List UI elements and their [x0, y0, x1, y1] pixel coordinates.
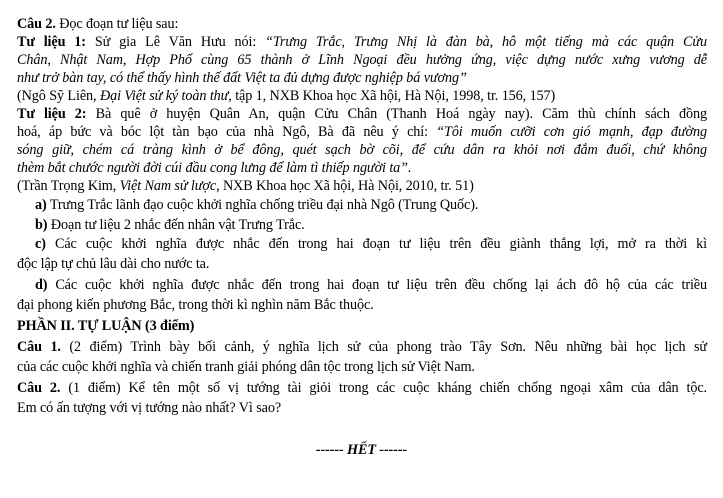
statement-a	[35, 196, 707, 214]
source-2-quote-part-1: “Tôi muốn cưỡi cơn gió mạnh, đạp đường	[436, 124, 707, 140]
source-2-citation	[17, 177, 707, 195]
source-1-line-2: Chân, Nhật Nam, Hợp Phố cùng 65 thành ở Lĩnh Ngoại đều hưởng ứng, việc dựng nước xưng vương dễ	[17, 52, 707, 68]
citation-details: , NXB Khoa học Xã hội, Hà Nội, 2010, tr. 51)	[216, 178, 474, 194]
essay-question-1-line-1	[17, 338, 707, 356]
statement-d-line-2: đại phong kiến phương Bắc, trong thời kì nghìn năm Bắc thuộc.	[17, 297, 374, 313]
statement-d-text-1: Các cuộc khởi nghĩa được nhắc đến trong hai đoạn tư liệu trên đều chống lại ách đô hộ của các triều	[47, 277, 707, 293]
essay-question-1-label: Câu 1.	[17, 339, 61, 355]
source-1-line-1	[17, 33, 707, 51]
source-2-label: Tư liệu 2:	[17, 106, 87, 122]
source-2-line-3: sóng giữ, chém cá tràng kình ở bể đông, quét sạch bờ cõi, để cứu dân ra khỏi nơi đắm đuối, chứ không	[17, 142, 707, 158]
citation-title: Việt Nam sử lược	[119, 178, 217, 194]
essay-question-1-line-2: của các cuộc khởi nghĩa và chiến tranh giải phóng dân tộc trong lịch sử Việt Nam.	[17, 359, 475, 375]
part-2-heading: PHẦN II. TỰ LUẬN (3 điểm)	[17, 318, 195, 334]
statement-b	[35, 216, 707, 234]
statement-a-label: a)	[35, 197, 47, 213]
essay-question-2-text-1: (1 điểm) Kể tên một số vị tướng tài giỏi trong các cuộc kháng chiến chống ngoại xâm của dân tộc.	[60, 380, 707, 396]
statement-a-text: Trưng Trắc lãnh đạo cuộc khởi nghĩa chống triều đại nhà Ngô (Trung Quốc).	[46, 197, 479, 213]
source-1-quote-part-1: “Trưng Trắc, Trưng Nhị là đàn bà, hô một tiếng mà các quận Cửu	[256, 34, 707, 50]
source-1-line-3: như trở bàn tay, có thể thấy hình thế đất Việt ta đủ dựng được nghiệp bá vương”	[17, 70, 467, 86]
citation-title: Đại Việt sử ký toàn thư	[99, 88, 229, 104]
source-1-label: Tư liệu 1:	[17, 34, 86, 50]
statement-b-text: Đoạn tư liệu 2 nhắc đến nhân vật Trưng Trắc.	[47, 217, 305, 233]
essay-question-2-label: Câu 2.	[17, 380, 61, 396]
source-2-line-2	[17, 123, 707, 141]
source-2-text-2: hoá, áp bức và bóc lột tàn bạo của nhà Ngô, Bà đã nêu ý chí:	[17, 124, 437, 140]
source-1-citation	[17, 87, 707, 105]
instruction: Đọc đoạn tư liệu sau:	[55, 16, 179, 32]
source-2-text-1: Bà quê ở huyện Quân An, quận Cửu Chân (Thanh Hoá ngày nay). Căm thù chính sách đồng	[86, 106, 707, 122]
statement-c-text-1: Các cuộc khởi nghĩa được nhắc đến trong hai đoạn tư liệu trên đều giành thắng lợi, mở ra thời kì	[45, 236, 707, 252]
question-label: Câu 2.	[17, 16, 56, 32]
citation-author: (Ngô Sỹ Liên,	[17, 88, 100, 104]
source-1-intro: Sử gia Lê Văn Hưu nói:	[85, 34, 257, 50]
statement-c-line-1	[35, 235, 707, 253]
question-2-header	[17, 15, 707, 33]
statement-d-line-1	[35, 276, 707, 294]
statement-b-label: b)	[35, 217, 48, 233]
statement-c-line-2: độc lập tự chủ lâu dài cho nước ta.	[17, 256, 210, 272]
statement-c-label: c)	[35, 236, 46, 252]
source-2-line-4: thèm bắt chước người đời cúi đầu cong lưng để làm tì thiếp người ta”.	[17, 160, 412, 176]
essay-question-2-line-1	[17, 379, 707, 397]
source-2-line-1	[17, 105, 707, 123]
citation-details: , tập 1, NXB Khoa học Xã hội, Hà Nội, 1998, tr. 156, 157)	[228, 88, 556, 104]
citation-author: (Trần Trọng Kim,	[17, 178, 120, 194]
end-marker: ------ HẾT ------	[315, 442, 408, 458]
essay-question-2-line-2: Em có ấn tượng với vị tướng nào nhất? Vì sao?	[17, 400, 282, 416]
statement-d-label: d)	[35, 277, 48, 293]
essay-question-1-text-1: (2 điểm) Trình bày bối cảnh, ý nghĩa lịch sử của phong trào Tây Sơn. Nêu những bài học lịch sử	[60, 339, 707, 355]
